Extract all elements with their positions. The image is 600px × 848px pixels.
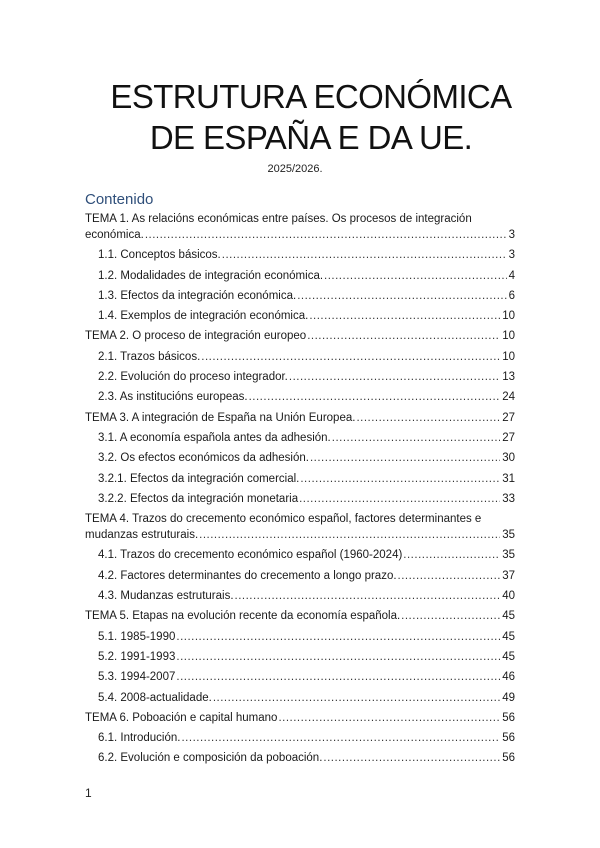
toc-entry[interactable] (85, 730, 515, 746)
toc-entry-title-line: TEMA 4. Trazos do crecemento económico español, factores determinantes e (85, 513, 482, 526)
toc-entry-page: 56 (502, 711, 515, 724)
toc-dot-leader (145, 227, 507, 243)
toc-entry-title-line: TEMA 1. As relacións económicas entre países. Os procesos de integración (85, 213, 472, 225)
toc-entry-page: 35 (502, 549, 515, 562)
toc-entry-title: 5.2. 1991-1993 (98, 650, 176, 663)
toc-entry-title: 1.3. Efectos da integración económica. (98, 289, 297, 302)
toc-dot-leader (297, 288, 506, 304)
toc-entry-title: 4.1. Trazos do crecemento económico español (1960-2024) (98, 549, 403, 562)
academic-year: 2025/2026. (267, 163, 323, 175)
toc-dot-leader (307, 328, 500, 344)
toc-dot-leader (332, 430, 500, 446)
toc-entry[interactable] (85, 268, 515, 284)
toc-entry-page: 49 (502, 691, 515, 704)
toc-dot-leader (289, 369, 500, 385)
toc-entry-title: 3.1. A economía española antes da adhesión. (98, 431, 331, 444)
toc-entry-page: 10 (502, 330, 515, 343)
toc-dot-leader (403, 547, 500, 563)
toc-entry-page: 37 (502, 569, 515, 582)
toc-dot-leader (323, 750, 500, 766)
toc-entry-page: 27 (502, 431, 515, 444)
toc-dot-leader (356, 410, 500, 426)
toc-entry-title: 2.3. As institucións europeas. (98, 391, 248, 404)
toc-entry-page: 45 (502, 650, 515, 663)
toc-entry-page: 46 (502, 671, 515, 684)
toc-entry[interactable] (85, 710, 515, 726)
toc-entry-title: 6.2. Evolución e composición da poboación. (98, 752, 323, 765)
toc-entry-title: 1.4. Exemplos de integración económica. (98, 310, 309, 323)
toc-entry-title: 5.1. 1985-1990 (98, 630, 176, 643)
toc-entry-page: 10 (502, 350, 515, 363)
toc-dot-leader (199, 527, 500, 543)
toc-entry-title: TEMA 5. Etapas na evolución recente da economía española. (85, 610, 401, 623)
toc-entry[interactable] (85, 288, 515, 304)
toc-entry[interactable] (85, 750, 515, 766)
toc-entry[interactable] (85, 389, 515, 405)
toc-entry-title: mudanzas estruturais. (85, 529, 199, 542)
toc-entry[interactable] (85, 608, 515, 624)
toc-entry[interactable] (85, 369, 515, 385)
toc-entry-page: 3 (508, 249, 515, 262)
toc-entry-title: económica. (85, 229, 144, 241)
toc-dot-leader (309, 308, 500, 324)
toc-entry[interactable] (85, 690, 515, 706)
toc-entry-title: 1.2. Modalidades de integración económica. (98, 269, 324, 282)
toc-entry-page: 24 (502, 391, 515, 404)
toc-dot-leader (181, 730, 500, 746)
toc-entry-page: 56 (502, 752, 515, 765)
toc-entry[interactable] (85, 410, 515, 426)
toc-entry[interactable] (85, 211, 515, 243)
toc-dot-leader (398, 568, 501, 584)
toc-entry[interactable] (85, 349, 515, 365)
toc-entry-page: 13 (502, 371, 515, 384)
toc-heading: Contenido (85, 191, 154, 208)
toc-entry-title: TEMA 3. A integración de España na Unión Europea. (85, 411, 356, 424)
toc-dot-leader (176, 669, 500, 685)
toc-dot-leader (176, 649, 500, 665)
toc-entry-title: 3.2.2. Efectos da integración monetaria (98, 492, 299, 505)
toc-entry-page: 27 (502, 411, 515, 424)
toc-entry[interactable] (85, 450, 515, 466)
toc-entry-page: 35 (502, 529, 515, 542)
title-line-2: DE ESPAÑA E DA UE. (149, 119, 473, 156)
toc-entry[interactable] (85, 308, 515, 324)
toc-entry-title: 6.1. Introdución. (98, 732, 181, 745)
toc-entry[interactable] (85, 629, 515, 645)
toc-entry[interactable] (85, 247, 515, 263)
toc-dot-leader (201, 349, 500, 365)
toc-entry-title: 5.4. 2008-actualidade. (98, 691, 212, 704)
toc-dot-leader (324, 268, 507, 284)
toc-dot-leader (213, 690, 500, 706)
toc-entry-page: 31 (502, 472, 515, 485)
toc-entry[interactable] (85, 511, 515, 543)
toc-entry-title: 5.3. 1994-2007 (98, 671, 176, 684)
page-number: 1 (85, 786, 92, 800)
toc-dot-leader (249, 389, 501, 405)
toc-entry-title: 3.2.1. Efectos da integración comercial. (98, 472, 300, 485)
toc-entry[interactable] (85, 471, 515, 487)
toc-entry-page: 6 (508, 289, 515, 302)
toc-entry[interactable] (85, 649, 515, 665)
toc-entry[interactable] (85, 491, 515, 507)
toc-entry-page: 30 (502, 452, 515, 465)
toc-entry-title: TEMA 6. Poboación e capital humano (85, 711, 278, 724)
toc-entry-page: 3 (508, 229, 515, 241)
toc-entry[interactable] (85, 568, 515, 584)
toc-dot-leader (401, 608, 500, 624)
toc-entry-page: 45 (502, 610, 515, 623)
toc-dot-leader (222, 247, 507, 263)
toc-entry-page: 45 (502, 630, 515, 643)
toc-dot-leader (176, 629, 500, 645)
toc-entry-page: 10 (502, 310, 515, 323)
toc-entry-page: 33 (502, 492, 515, 505)
document-title (0, 76, 600, 158)
toc-dot-leader (310, 450, 500, 466)
toc-dot-leader (235, 588, 501, 604)
toc-entry[interactable] (85, 669, 515, 685)
toc-entry[interactable] (85, 328, 515, 344)
title-line-1: ESTRUTURA ECONÓMICA (110, 78, 512, 115)
table-of-contents (85, 211, 515, 771)
toc-entry-page: 40 (502, 590, 515, 603)
toc-entry-title: 1.1. Conceptos básicos. (98, 249, 221, 262)
toc-entry[interactable] (85, 430, 515, 446)
toc-dot-leader (299, 491, 500, 507)
toc-entry-title: 4.3. Mudanzas estruturais. (98, 590, 234, 603)
toc-entry-title: 4.2. Factores determinantes do crecemento a longo prazo. (98, 569, 397, 582)
toc-dot-leader (278, 710, 500, 726)
toc-entry-title: TEMA 2. O proceso de integración europeo (85, 330, 307, 343)
toc-entry-page: 4 (508, 269, 515, 282)
toc-entry[interactable] (85, 588, 515, 604)
toc-dot-leader (300, 471, 500, 487)
toc-entry-title: 2.2. Evolución do proceso integrador. (98, 371, 288, 384)
toc-entry-title: 2.1. Trazos básicos. (98, 350, 201, 363)
toc-entry[interactable] (85, 547, 515, 563)
toc-entry-title: 3.2. Os efectos económicos da adhesión. (98, 452, 309, 465)
toc-entry-page: 56 (502, 732, 515, 745)
